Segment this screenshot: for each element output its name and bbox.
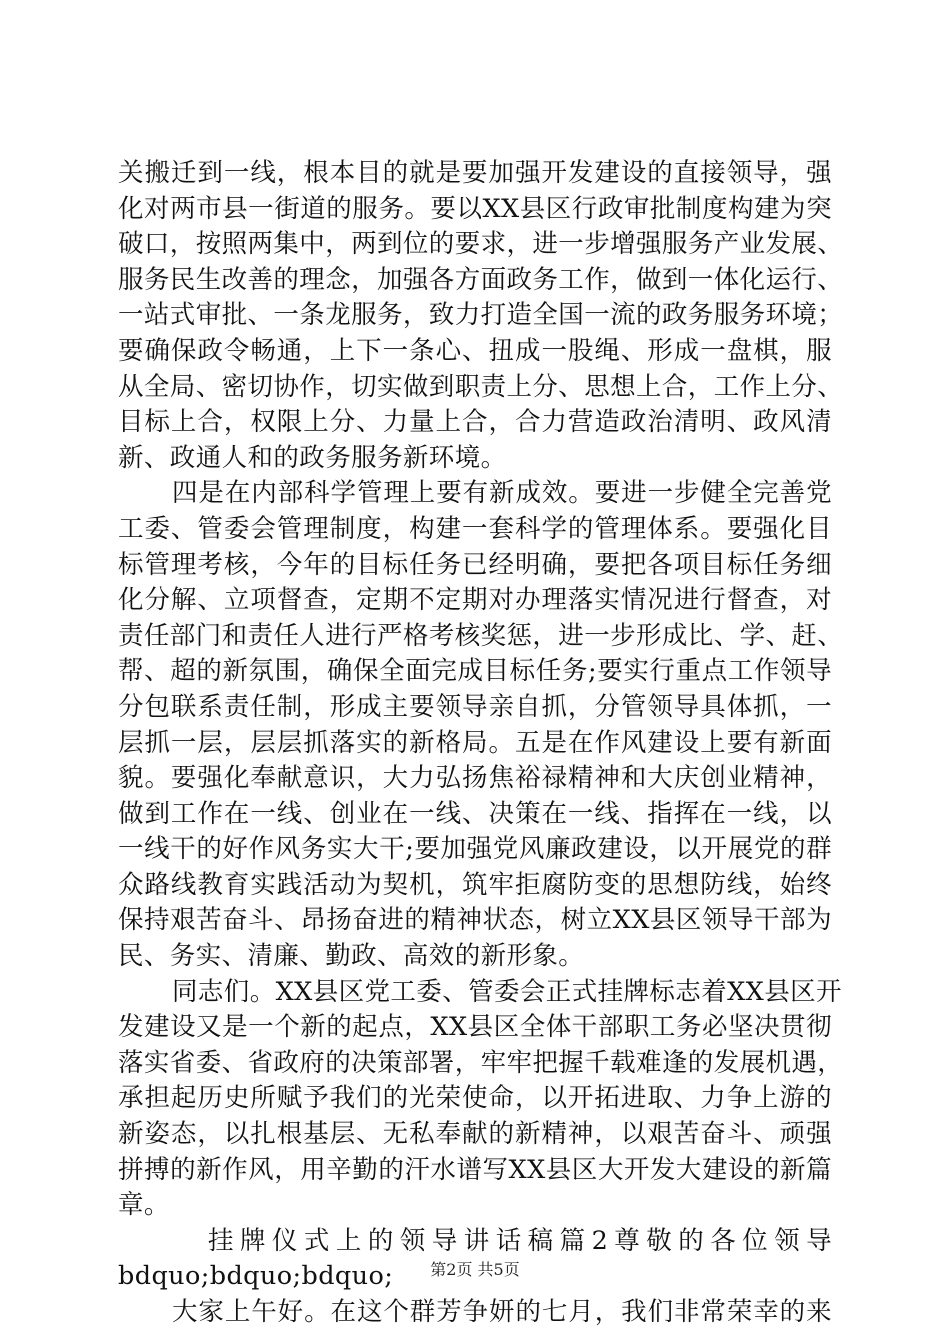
text-line: 做到工作在一线、创业在一线、决策在一线、指挥在一线，以 [118, 798, 832, 829]
text-line: 从全局、密切协作，切实做到职责上分、思想上合，工作上分、 [118, 371, 844, 402]
text-line: 破口，按照两集中，两到位的要求，进一步增强服务产业发展、 [118, 229, 844, 260]
text-line: 责任部门和责任人进行严格考核奖惩，进一步形成比、学、赶、 [118, 620, 844, 651]
text-line: 服务民生改善的理念，加强各方面政务工作，做到一体化运行、 [118, 264, 844, 295]
text-line: 化分解、立项督查，定期不定期对办理落实情况进行督查，对 [118, 585, 832, 616]
text-line: 要确保政令畅通，上下一条心、扭成一股绳、形成一盘棋，服 [118, 335, 832, 366]
body-text [118, 156, 844, 1331]
paragraph-start-line: 同志们。XX县区党工委、管委会正式挂牌标志着XX县区开 [172, 976, 842, 1007]
text-line: 一线干的好作风务实大干;要加强党风廉政建设，以开展党的群 [118, 834, 832, 865]
text-line: 保持艰苦奋斗、昂扬奋进的精神状态，树立XX县区领导干部为 [118, 905, 832, 936]
text-line: 化对两市县一街道的服务。要以XX县区行政审批制度构建为突 [118, 193, 832, 224]
text-line: 众路线教育实践活动为契机，筑牢拒腐防变的思想防线，始终 [118, 869, 832, 900]
text-line: 层抓一层，层层抓落实的新格局。五是在作风建设上要有新面 [118, 727, 832, 758]
text-line: 一站式审批、一条龙服务，致力打造全国一流的政务服务环境； [118, 300, 844, 331]
text-line: 貌。要强化奉献意识，大力弘扬焦裕禄精神和大庆创业精神， [118, 763, 832, 794]
text-line: 拼搏的新作风，用辛勤的汗水谱写XX县区大开发大建设的新篇 [118, 1154, 832, 1185]
text-line: 新姿态，以扎根基层、无私奉献的新精神，以艰苦奋斗、顽强 [118, 1119, 832, 1150]
text-line: 目标上合，权限上分、力量上合，合力营造政治清明、政风清 [118, 407, 832, 438]
page-footer: 第2页 共5页 [430, 1260, 520, 1279]
text-line: 工委、管委会管理制度，构建一套科学的管理体系。要强化目 [118, 513, 832, 544]
text-line: 标管理考核，今年的目标任务已经明确，要把各项目标任务细 [118, 549, 832, 580]
text-line: 帮、超的新氛围，确保全面完成目标任务;要实行重点工作领导 [118, 656, 832, 687]
text-line: 新、政通人和的政务服务新环境。 [118, 442, 507, 473]
text-line: 关搬迁到一线，根本目的就是要加强开发建设的直接领导，强 [118, 158, 832, 188]
text-line: 承担起历史所赋予我们的光荣使命，以开拓进取、力争上游的 [118, 1083, 832, 1114]
paragraph-start-line: 大家上午好。在这个群芳争妍的七月，我们非常荣幸的来 [172, 1297, 832, 1327]
text-line: 民、务实、清廉、勤政、高效的新形象。 [118, 941, 585, 972]
paragraph-start-line: 四是在内部科学管理上要有新成效。要进一步健全完善党 [172, 478, 832, 509]
text-line: 章。 [118, 1190, 170, 1221]
section-heading-line: 挂牌仪式上的领导讲话稿篇2尊敬的各位领导 [208, 1225, 832, 1256]
text-line: 分包联系责任制，形成主要领导亲自抓，分管领导具体抓，一 [118, 691, 832, 722]
text-line: 落实省委、省政府的决策部署，牢牢把握千载难逢的发展机遇， [118, 1047, 844, 1078]
text-line: bdquo;bdquo;bdquo; [118, 1261, 394, 1292]
text-line: 发建设又是一个新的起点，XX县区全体干部职工务必坚决贯彻 [118, 1012, 832, 1043]
